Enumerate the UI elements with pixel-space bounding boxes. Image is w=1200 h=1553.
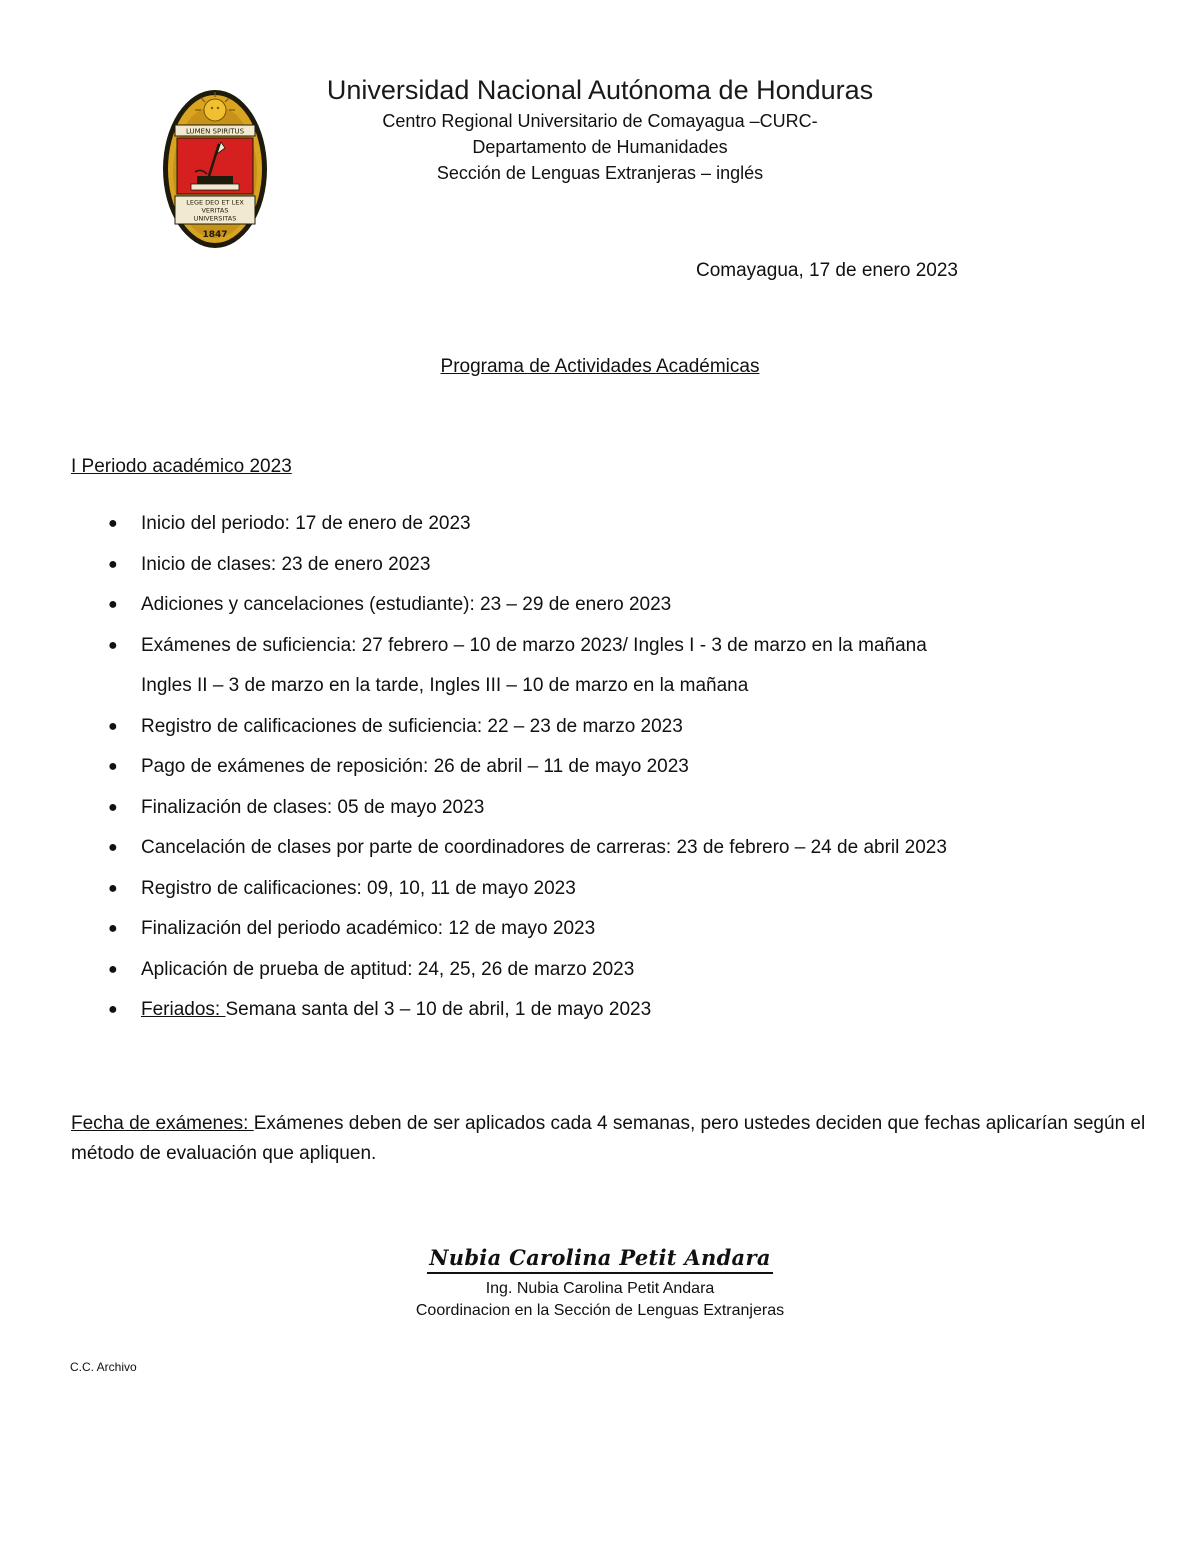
holidays-item xyxy=(104,990,1164,1031)
holidays-label: Feriados: xyxy=(141,999,226,1020)
holidays-text: Semana santa del 3 – 10 de abril, 1 de mayo 2023 xyxy=(225,999,652,1020)
bullet-icon: ● xyxy=(108,879,118,897)
signer-role: Coordinacion en la Sección de Lenguas Extranjeras xyxy=(415,1302,785,1319)
activities-list xyxy=(104,504,1164,1031)
department-name: Departamento de Humanidades xyxy=(472,137,728,157)
svg-text:1847: 1847 xyxy=(202,230,228,240)
bullet-icon: ● xyxy=(108,839,118,856)
svg-text:LUMEN SPIRITUS: LUMEN SPIRITUS xyxy=(185,127,245,136)
list-item-continuation: Ingles II – 3 de marzo en la tarde, Ingles III – 10 de marzo en la mañana xyxy=(141,675,749,696)
center-name: Centro Regional Universitario de Comayagua –CURC- xyxy=(382,111,818,131)
bullet-icon: ● xyxy=(108,717,118,735)
list-item: ● Finalización del periodo académico: 12 de mayo 2023 xyxy=(104,909,1164,950)
list-item: ● Pago de exámenes de reposición: 26 de abril – 11 de mayo 2023 xyxy=(104,747,1164,788)
list-item: ● Aplicación de prueba de aptitud: 24, 25, 26 de marzo 2023 xyxy=(104,950,1164,991)
signature-block xyxy=(0,1244,1200,1322)
list-item: ● Exámenes de suficiencia: 27 febrero – 10 de marzo 2023/ Ingles I - 3 de marzo en la mañana xyxy=(104,626,1164,667)
bullet-icon: ● xyxy=(108,596,118,613)
exams-note xyxy=(71,1109,1151,1169)
exams-note-text: Exámenes deben de ser aplicados cada 4 semanas, pero ustedes deciden que fechas aplicarían según el método de evaluación que apliquen. xyxy=(71,1113,1146,1164)
list-item: ● Registro de calificaciones de suficiencia: 22 – 23 de marzo 2023 xyxy=(104,707,1164,748)
svg-text:UNIVERSITAS: UNIVERSITAS xyxy=(193,214,237,223)
bullet-icon: ● xyxy=(108,1001,118,1018)
bullet-icon: ● xyxy=(108,798,118,816)
cc-note: C.C. Archivo xyxy=(70,1360,137,1374)
exams-note-label: Fecha de exámenes: xyxy=(71,1113,254,1134)
list-item: ● Adiciones y cancelaciones (estudiante): 23 – 29 de enero 2023 xyxy=(104,585,1164,626)
university-title: Universidad Nacional Autónoma de Honduras xyxy=(326,75,874,105)
list-item: ● Registro de calificaciones: 09, 10, 11 de mayo 2023 xyxy=(104,869,1164,910)
bullet-icon: ● xyxy=(108,515,118,532)
bullet-icon: ● xyxy=(108,758,118,775)
signer-name: Ing. Nubia Carolina Petit Andara xyxy=(485,1280,715,1297)
list-item: ● Cancelación de clases por parte de coordinadores de carreras: 23 de febrero – 24 de abril 2023 xyxy=(104,828,1164,869)
document-date: Comayagua, 17 de enero 2023 xyxy=(696,260,958,281)
bullet-icon: ● xyxy=(108,555,118,573)
list-item: ● Inicio de clases: 23 de enero 2023 xyxy=(104,545,1164,586)
list-item: ● Inicio del periodo: 17 de enero de 2023 xyxy=(104,504,1164,545)
program-title: Programa de Actividades Académicas xyxy=(440,356,760,377)
bullet-icon: ● xyxy=(108,960,118,978)
list-item: ● Finalización de clases: 05 de mayo 2023 xyxy=(104,788,1164,829)
svg-text:LEGE DEO ET LEX: LEGE DEO ET LEX xyxy=(186,198,244,207)
bullet-icon: ● xyxy=(108,920,118,937)
period-title: I Periodo académico 2023 xyxy=(71,456,292,477)
svg-text:VERITAS: VERITAS xyxy=(201,206,229,215)
bullet-icon: ● xyxy=(108,636,118,654)
document-header xyxy=(0,72,1200,186)
handwritten-signature: Nubia Carolina Petit Andara xyxy=(427,1244,772,1274)
section-name: Sección de Lenguas Extranjeras – inglés xyxy=(436,163,764,183)
